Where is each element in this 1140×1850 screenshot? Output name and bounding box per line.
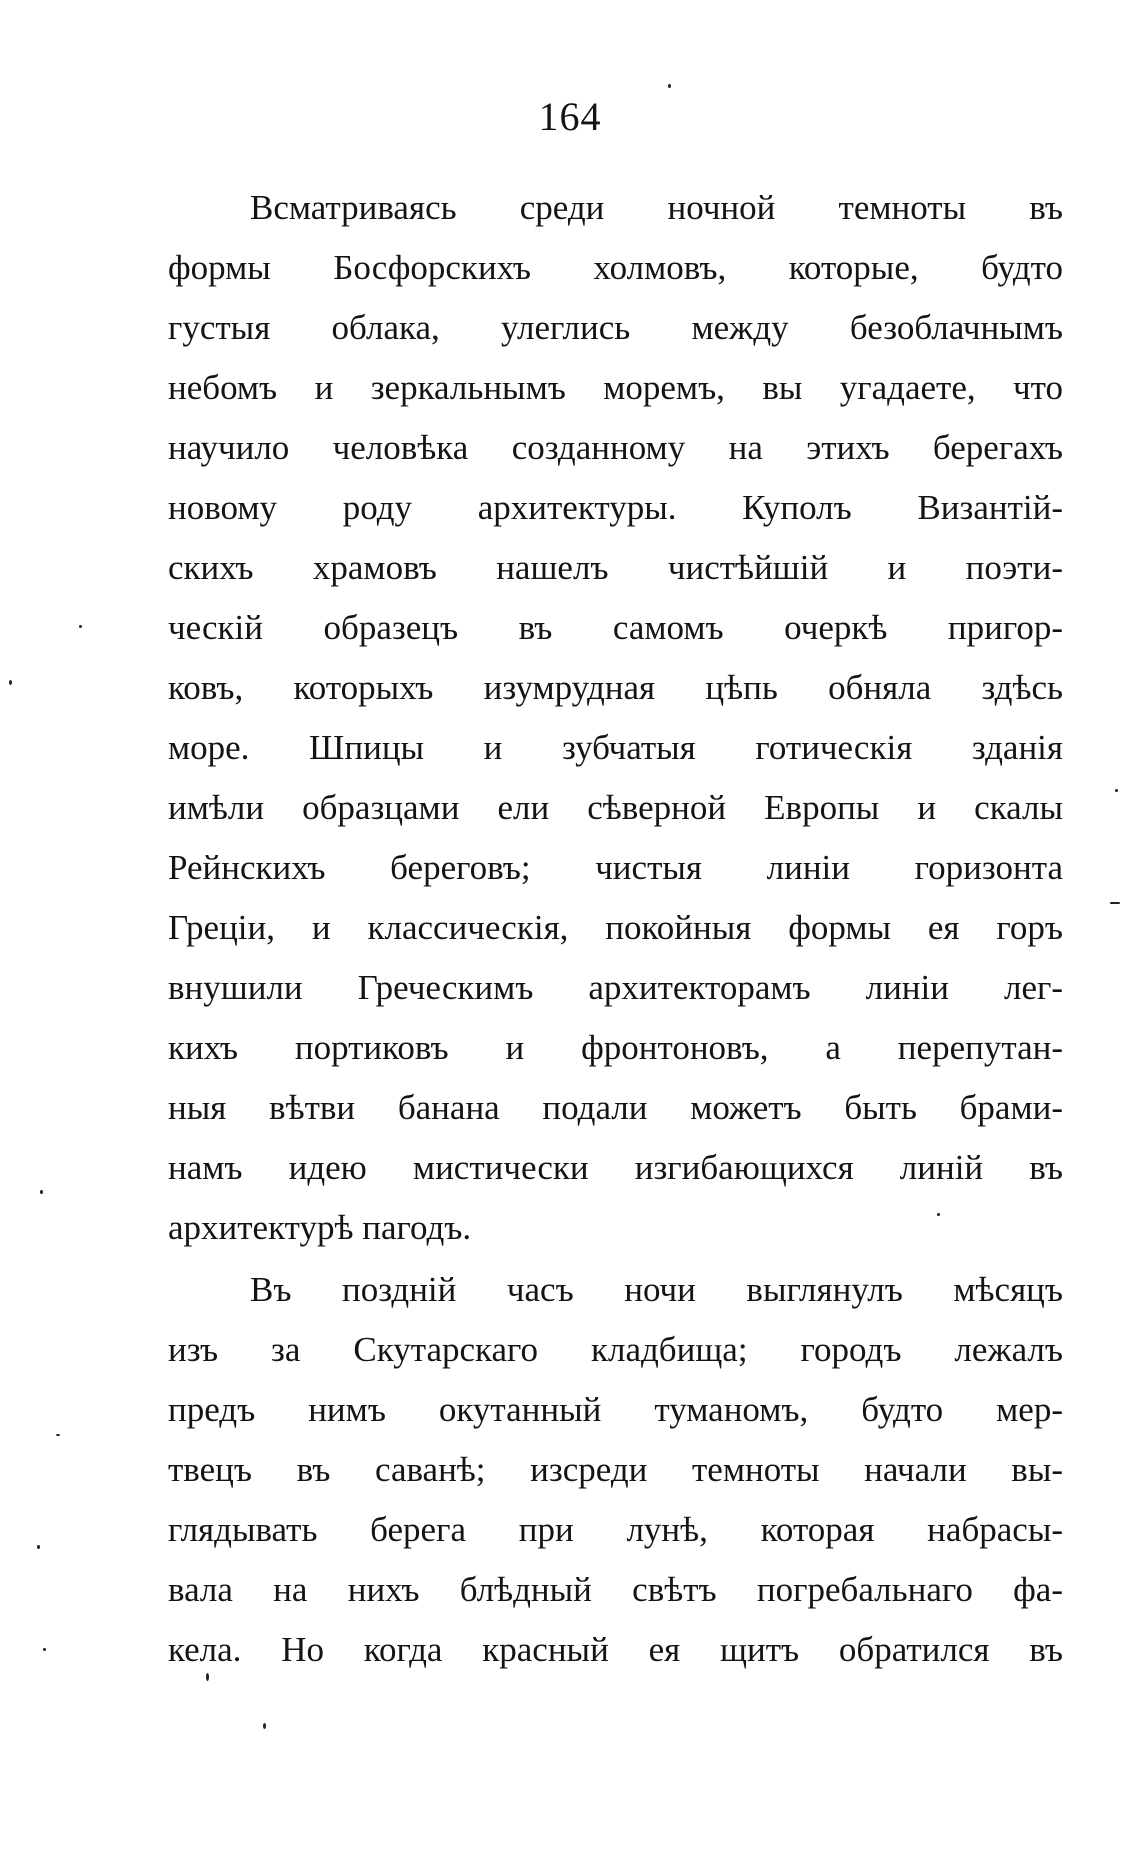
- text-line: намъ идею мистически изгибающихся линій въ: [168, 1148, 1063, 1187]
- scan-speck: [9, 680, 12, 685]
- text-line: густыя облака, улеглись между безоблачнымъ: [168, 308, 1063, 347]
- text-line: имѣли образцами ели сѣверной Европы и скалы: [168, 788, 1063, 827]
- text-line: твецъ въ саванѣ; изсреди темноты начали вы-: [168, 1450, 1063, 1489]
- scan-speck: [37, 1545, 40, 1549]
- scan-speck: [56, 1434, 60, 1436]
- paragraph-1: [168, 178, 1063, 1258]
- text-line: новому роду архитектуры. Куполъ Византій-: [168, 488, 1063, 527]
- scan-speck: [263, 1723, 266, 1729]
- text-line: море. Шпицы и зубчатыя готическія зданія: [168, 728, 1063, 767]
- scan-speck: [668, 84, 671, 88]
- scan-speck: [40, 1190, 43, 1194]
- text-line: вала на нихъ блѣдный свѣтъ погребальнаго фа-: [168, 1570, 1063, 1609]
- text-line: Рейнскихъ береговъ; чистыя линіи горизонта: [168, 848, 1063, 887]
- text-line: изъ за Скутарскаго кладбища; городъ лежалъ: [168, 1330, 1063, 1369]
- text-line: ныя вѣтви банана подали можетъ быть брами-: [168, 1088, 1063, 1127]
- text-line: кела. Но когда красный ея щитъ обратился въ: [168, 1630, 1063, 1669]
- scan-speck: [1115, 789, 1118, 792]
- text-line: ческій образецъ въ самомъ очеркѣ пригор-: [168, 608, 1063, 647]
- text-line: Всматриваясь среди ночной темноты въ: [250, 188, 1063, 227]
- text-line: внушили Греческимъ архитекторамъ линіи лег-: [168, 968, 1063, 1007]
- scan-speck: [43, 1648, 46, 1651]
- paragraph-2: [168, 1260, 1063, 1680]
- scan-speck: [1110, 902, 1120, 904]
- text-line: архитектурѣ пагодъ.: [168, 1208, 472, 1247]
- text-line: глядывать берега при лунѣ, которая набрасы-: [168, 1510, 1063, 1549]
- page-number: 164: [538, 94, 602, 139]
- scan-speck: [206, 1673, 209, 1681]
- text-line: предъ нимъ окутанный туманомъ, будто мер-: [168, 1390, 1063, 1429]
- text-line: небомъ и зеркальнымъ моремъ, вы угадаете, что: [168, 368, 1063, 407]
- scan-speck: [937, 1213, 940, 1216]
- body-text: [168, 178, 1063, 1680]
- text-line: формы Босфорскихъ холмовъ, которые, будто: [168, 248, 1063, 287]
- scan-speck: [79, 625, 82, 628]
- text-line: научило человѣка созданному на этихъ берегахъ: [168, 428, 1063, 467]
- text-line: кихъ портиковъ и фронтоновъ, а перепутан-: [168, 1028, 1063, 1067]
- text-line: ковъ, которыхъ изумрудная цѣпь обняла здѣсь: [168, 668, 1063, 707]
- text-line: Въ поздній часъ ночи выглянулъ мѣсяцъ: [250, 1270, 1063, 1309]
- text-line: скихъ храмовъ нашелъ чистѣйшій и поэти-: [168, 548, 1063, 587]
- text-line: Греціи, и классическія, покойныя формы ея горъ: [168, 908, 1063, 947]
